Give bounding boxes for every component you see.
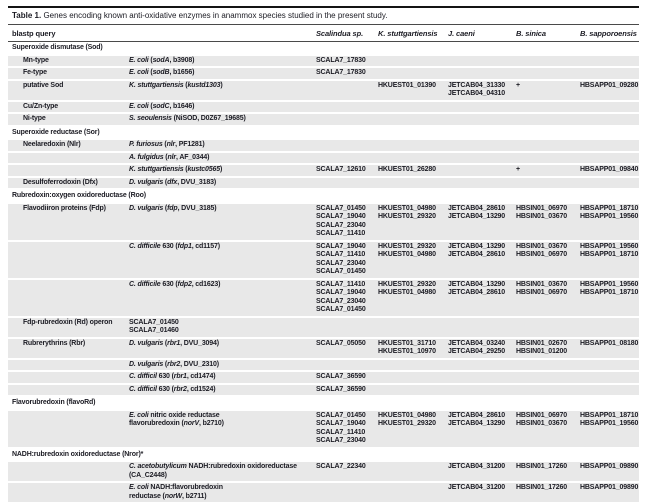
column-header-scalindua: Scalindua sp. [316, 29, 364, 38]
column-header-j-caeni: J. caeni [448, 29, 475, 38]
cell-blastp-query: Cu/Zn-type [23, 102, 59, 110]
section-label: Superoxide dismutase (Sod) [12, 44, 103, 51]
cell-blastp-query [8, 412, 129, 446]
cell-b-sinica: + [516, 81, 520, 89]
cell-source-gene: SCALA7_01450 SCALA7_01460 [129, 318, 179, 334]
cell-j-caeni: JETCAB04_31330 JETCAB04_04310 [448, 81, 506, 97]
cell-scalindua: SCALA7_05050 [316, 339, 366, 347]
column-header-b-sinica: B. sinica [516, 29, 546, 38]
cell-blastp-query: Mn-type [23, 56, 49, 64]
table-row [8, 153, 639, 166]
cell-blastp-query [8, 463, 129, 480]
cell-b-sinica: + [516, 166, 520, 173]
cell-source-gene: C. acetobutylicum NADH:rubredoxin oxidoreductase (CA_C2448) [129, 463, 297, 479]
cell-b-sapporoensis [580, 154, 639, 163]
cell-b-sinica [516, 319, 580, 336]
table-header [8, 25, 639, 41]
cell-scalindua: SCALA7_22340 [316, 463, 366, 470]
cell-k-stuttgartiensis [378, 373, 448, 382]
cell-scalindua: SCALA7_11410 SCALA7_19040 SCALA7_23040 SCALA7_01450 [316, 280, 366, 313]
cell-b-sinica [516, 386, 580, 395]
cell-b-sinica [516, 154, 580, 163]
cell-j-caeni [448, 319, 516, 336]
cell-k-stuttgartiensis [378, 69, 448, 78]
cell-j-caeni [448, 154, 516, 163]
table-row [8, 360, 639, 373]
cell-scalindua: SCALA7_01450 SCALA7_19040 SCALA7_11410 SCALA7_23040 [316, 411, 366, 444]
cell-source-gene: K. stuttgartiensis (kustd1303) [129, 81, 223, 89]
cell-source-gene: P. furiosus (nlr, PF1281) [129, 141, 205, 148]
cell-b-sapporoensis [580, 115, 639, 124]
section-row [8, 397, 639, 411]
section-row [8, 449, 639, 463]
cell-b-sapporoensis [580, 319, 639, 336]
table-caption-label: Table 1. [12, 11, 42, 20]
cell-k-stuttgartiensis [378, 361, 448, 370]
cell-j-caeni [448, 115, 516, 124]
cell-j-caeni: JETCAB04_13290 JETCAB04_28610 [448, 280, 506, 296]
cell-k-stuttgartiensis [378, 141, 448, 150]
cell-b-sinica: HBSIN01_02670 HBSIN01_01200 [516, 339, 567, 355]
cell-b-sinica [516, 361, 580, 370]
cell-k-stuttgartiensis [378, 115, 448, 124]
cell-k-stuttgartiensis: HKUEST01_29320 HKUEST01_04980 [378, 280, 436, 296]
section-row [8, 127, 639, 141]
cell-b-sapporoensis: HBSAPP01_18710 HBSAPP01_19560 [580, 411, 639, 427]
cell-k-stuttgartiensis [378, 154, 448, 163]
table-row [8, 204, 639, 242]
table-row [8, 280, 639, 318]
cell-b-sapporoensis [580, 103, 639, 112]
table-row [8, 411, 639, 449]
cell-source-gene: D. vulgaris (dfx, DVU_3183) [129, 178, 217, 186]
cell-source-gene: K. stuttgartiensis (kustc0565) [129, 166, 223, 173]
cell-scalindua [316, 154, 378, 163]
cell-blastp-query [8, 361, 129, 370]
cell-scalindua: SCALA7_17830 [316, 56, 366, 64]
cell-k-stuttgartiensis [378, 319, 448, 336]
cell-source-gene: D. vulgaris (fdp, DVU_3185) [129, 204, 217, 212]
table-row [8, 102, 639, 115]
table-row [8, 81, 639, 102]
cell-source-gene: E. coli NADH:flavorubredoxin reductase (norW, b2711) [129, 484, 223, 500]
table-row [8, 339, 639, 360]
cell-blastp-query: Desulfoferrodoxin (Dfx) [23, 178, 98, 186]
cell-source-gene: S. seoulensis (NiSOD, D0Z67_19685) [129, 115, 246, 122]
table-row [8, 372, 639, 385]
cell-b-sapporoensis: HBSAPP01_09840 [580, 166, 639, 173]
cell-j-caeni: JETCAB04_28610 JETCAB04_13290 [448, 204, 506, 220]
table-row [8, 483, 639, 504]
table-row [8, 385, 639, 398]
cell-j-caeni [448, 57, 516, 66]
cell-scalindua [316, 361, 378, 370]
cell-b-sapporoensis: HBSAPP01_19560 HBSAPP01_18710 [580, 280, 639, 296]
cell-scalindua [316, 179, 378, 188]
column-header-b-sapporoensis: B. sapporoensis [580, 29, 637, 38]
cell-b-sinica: HBSIN01_06970 HBSIN01_03670 [516, 204, 567, 220]
section-label: Superoxide reductase (Sor) [12, 128, 100, 136]
cell-source-gene: D. vulgaris (rbr2, DVU_2310) [129, 360, 219, 368]
cell-b-sinica [516, 179, 580, 188]
cell-blastp-query: Fe-type [23, 69, 47, 76]
cell-source-gene: E. coli (sodB, b1656) [129, 69, 195, 76]
cell-source-gene: C. difficil 630 (rbr1, cd1474) [129, 373, 216, 380]
cell-j-caeni [448, 373, 516, 382]
cell-k-stuttgartiensis [378, 484, 448, 501]
cell-source-gene: E. coli nitric oxide reductase flavorubredoxin (norV, b2710) [129, 411, 224, 427]
cell-scalindua: SCALA7_36590 [316, 385, 366, 393]
cell-b-sapporoensis [580, 373, 639, 382]
cell-b-sapporoensis [580, 57, 639, 66]
cell-j-caeni: JETCAB04_03240 JETCAB04_29250 [448, 339, 506, 355]
cell-scalindua [316, 82, 378, 99]
cell-source-gene: D. vulgaris (rbr1, DVU_3094) [129, 339, 219, 347]
cell-b-sapporoensis: HBSAPP01_09280 [580, 81, 639, 89]
cell-scalindua: SCALA7_19040 SCALA7_11410 SCALA7_23040 SCALA7_01450 [316, 242, 366, 275]
cell-k-stuttgartiensis: HKUEST01_26280 [378, 166, 436, 173]
cell-blastp-query [8, 243, 129, 277]
table-row [8, 318, 639, 339]
cell-j-caeni: JETCAB04_31200 [448, 463, 506, 470]
cell-blastp-query [8, 373, 129, 382]
cell-blastp-query [8, 154, 129, 163]
cell-b-sapporoensis [580, 361, 639, 370]
cell-source-gene: E. coli (sodA, b3908) [129, 56, 195, 64]
cell-b-sapporoensis: HBSAPP01_08180 [580, 339, 639, 347]
cell-k-stuttgartiensis [378, 463, 448, 480]
cell-k-stuttgartiensis: HKUEST01_29320 HKUEST01_04980 [378, 242, 436, 258]
cell-blastp-query: putative Sod [23, 81, 64, 89]
cell-b-sinica [516, 373, 580, 382]
cell-k-stuttgartiensis [378, 386, 448, 395]
paper-table [8, 6, 639, 504]
cell-j-caeni [448, 361, 516, 370]
cell-k-stuttgartiensis [378, 57, 448, 66]
cell-b-sapporoensis: HBSAPP01_09890 [580, 484, 639, 491]
cell-b-sinica [516, 69, 580, 78]
cell-blastp-query: Rubrerythrins (Rbr) [23, 339, 86, 347]
cell-scalindua [316, 115, 378, 124]
cell-b-sinica [516, 141, 580, 150]
cell-blastp-query [8, 281, 129, 315]
cell-scalindua: SCALA7_01450 SCALA7_19040 SCALA7_23040 SCALA7_11410 [316, 204, 366, 237]
column-header-k-stuttgartiensis: K. stuttgartiensis [378, 29, 438, 38]
cell-k-stuttgartiensis [378, 179, 448, 188]
cell-b-sinica [516, 103, 580, 112]
table-body [8, 42, 639, 504]
table-row [8, 68, 639, 81]
cell-j-caeni [448, 69, 516, 78]
cell-source-gene: C. difficile 630 (fdp2, cd1623) [129, 280, 221, 288]
cell-scalindua [316, 484, 378, 501]
table-caption-text: Genes encoding known anti-oxidative enzymes in anammox species studied in the present study. [43, 11, 388, 20]
cell-b-sinica: HBSIN01_06970 HBSIN01_03670 [516, 411, 567, 427]
cell-b-sapporoensis [580, 141, 639, 150]
section-label: NADH:rubredoxin oxidoreductase (Nror)* [12, 450, 144, 458]
cell-b-sinica: HBSIN01_17260 [516, 463, 567, 470]
cell-source-gene: C. difficil 630 (rbr2, cd1524) [129, 385, 216, 393]
cell-blastp-query [8, 166, 129, 175]
cell-b-sinica: HBSIN01_03670 HBSIN01_06970 [516, 242, 567, 258]
cell-source-gene: A. fulgidus (nlr, AF_0344) [129, 153, 210, 161]
column-header-source [129, 29, 316, 38]
section-row [8, 190, 639, 204]
cell-j-caeni [448, 386, 516, 395]
cell-blastp-query [8, 386, 129, 395]
cell-b-sapporoensis [580, 69, 639, 78]
cell-b-sapporoensis [580, 386, 639, 395]
section-label: Rubredoxin:oxygen oxidoreductase (Roo) [12, 192, 146, 199]
cell-b-sinica: HBSIN01_03670 HBSIN01_06970 [516, 280, 567, 296]
cell-k-stuttgartiensis: HKUEST01_04980 HKUEST01_29320 [378, 204, 436, 220]
cell-blastp-query [8, 484, 129, 501]
table-row [8, 178, 639, 191]
table-row [8, 140, 639, 153]
cell-b-sinica [516, 115, 580, 124]
cell-b-sapporoensis [580, 179, 639, 188]
cell-blastp-query: Flavodiiron proteins (Fdp) [23, 204, 106, 212]
cell-blastp-query: Ni-type [23, 115, 46, 122]
cell-scalindua [316, 103, 378, 112]
cell-j-caeni: JETCAB04_28610 JETCAB04_13290 [448, 411, 506, 427]
table-caption [8, 8, 639, 24]
table-row [8, 462, 639, 483]
table-row [8, 114, 639, 127]
cell-j-caeni: JETCAB04_31200 [448, 484, 506, 491]
cell-j-caeni [448, 166, 516, 175]
table-row [8, 165, 639, 178]
column-header-blastp-query: blastp query [12, 29, 56, 38]
table-row [8, 242, 639, 280]
cell-source-gene: E. coli (sodC, b1646) [129, 102, 195, 110]
cell-scalindua [316, 141, 378, 150]
cell-j-caeni [448, 141, 516, 150]
table-row [8, 56, 639, 69]
cell-k-stuttgartiensis: HKUEST01_31710 HKUEST01_10970 [378, 339, 436, 355]
cell-blastp-query: Fdp-rubredoxin (Rd) operon [23, 318, 113, 326]
cell-scalindua: SCALA7_12610 [316, 166, 366, 173]
cell-k-stuttgartiensis [378, 103, 448, 112]
cell-j-caeni [448, 179, 516, 188]
section-row [8, 42, 639, 56]
cell-scalindua [316, 319, 378, 336]
cell-blastp-query: Neelaredoxin (Nlr) [23, 141, 81, 148]
cell-b-sapporoensis: HBSAPP01_09890 [580, 463, 639, 470]
cell-source-gene: C. difficile 630 (fdp1, cd1157) [129, 242, 220, 250]
cell-k-stuttgartiensis: HKUEST01_01390 [378, 81, 436, 89]
cell-k-stuttgartiensis: HKUEST01_04980 HKUEST01_29320 [378, 411, 436, 427]
cell-b-sinica [516, 57, 580, 66]
cell-j-caeni [448, 103, 516, 112]
cell-j-caeni: JETCAB04_13290 JETCAB04_28610 [448, 242, 506, 258]
cell-scalindua: SCALA7_17830 [316, 69, 366, 76]
cell-b-sapporoensis: HBSAPP01_18710 HBSAPP01_19560 [580, 204, 639, 220]
cell-b-sapporoensis: HBSAPP01_19560 HBSAPP01_18710 [580, 242, 639, 258]
section-label: Flavorubredoxin (flavoRd) [12, 399, 96, 406]
cell-scalindua: SCALA7_36590 [316, 373, 366, 380]
cell-b-sinica: HBSIN01_17260 [516, 484, 567, 491]
